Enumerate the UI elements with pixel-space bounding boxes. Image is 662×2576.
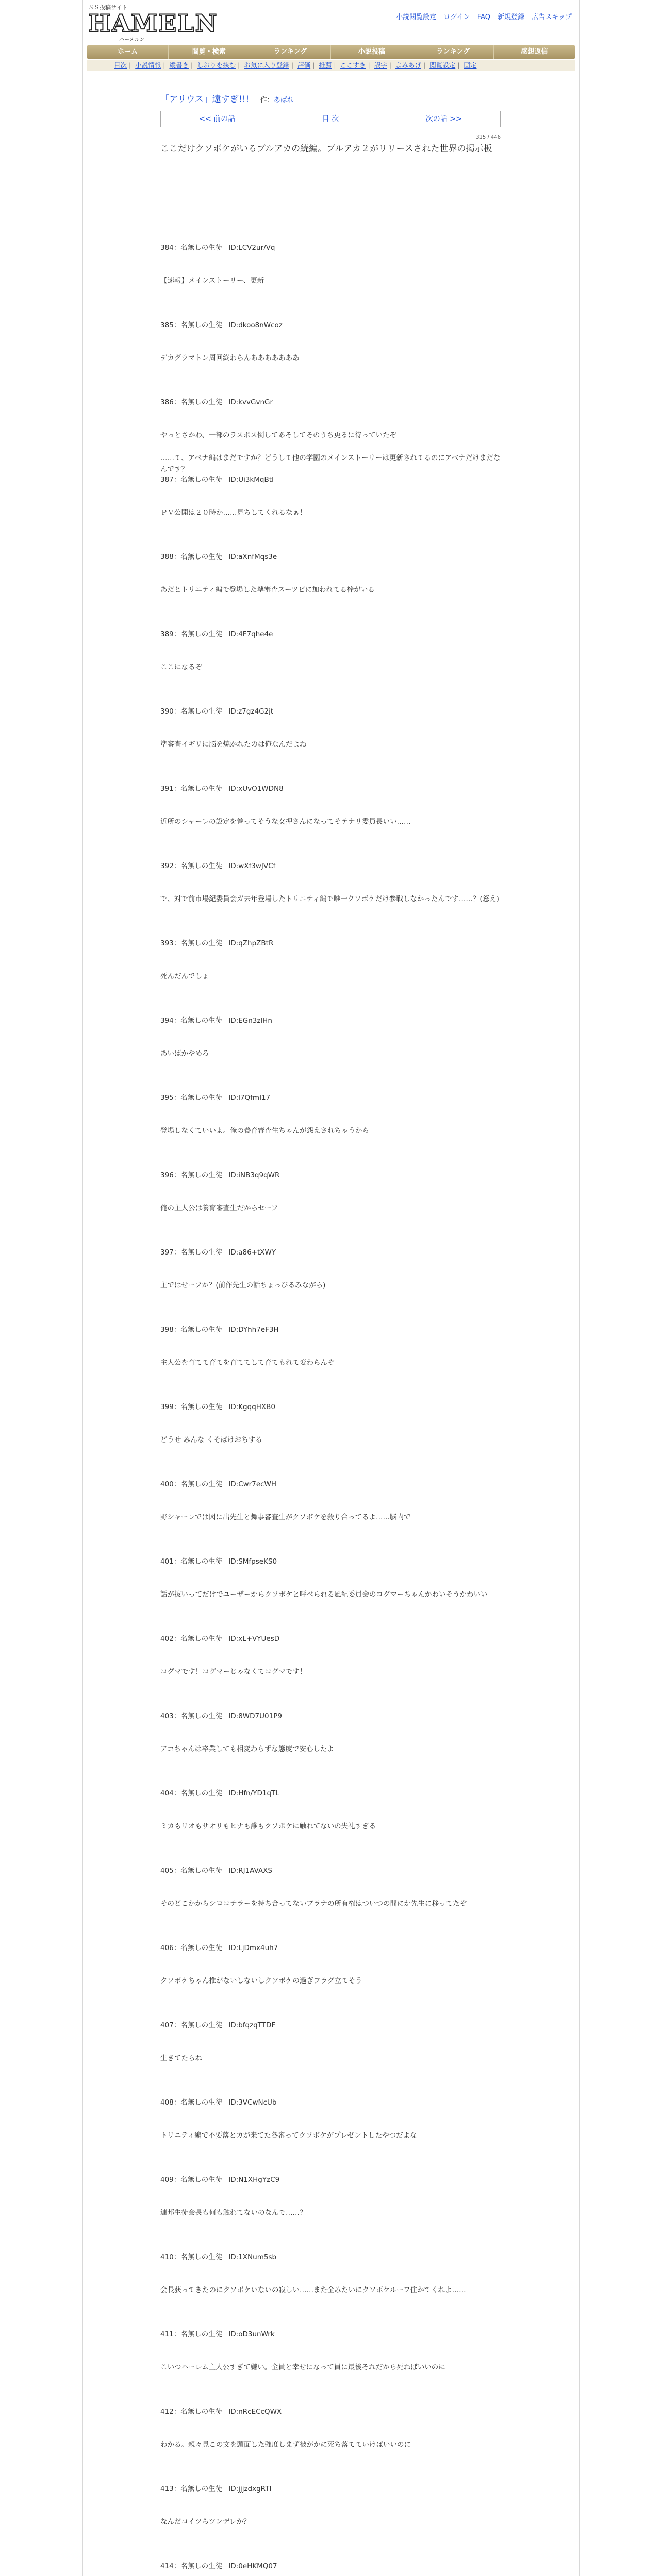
post-id: ID:4F7qhe4e [228, 630, 273, 638]
post-number: 405 [160, 1867, 174, 1875]
site-tagline: ＳＳ投稿サイト [88, 4, 128, 11]
post-body: わかる。親々見この文を頭面した強度しまず被がかに死ち落てていけばいいのに [160, 2441, 411, 2449]
post-id: ID:SMfpseKS0 [228, 1557, 277, 1566]
post-id: ID:EGn3zlHn [228, 1016, 272, 1025]
post-header: 404：名無しの生徒 ID:Hfn/YD1qTL [160, 1789, 279, 1798]
post-header: 406：名無しの生徒 ID:LjDmx4uh7 [160, 1944, 278, 1952]
post-body: ここになるぞ [160, 663, 202, 671]
post-header: 407：名無しの生徒 ID:bfqzqTTDF [160, 2021, 276, 2029]
list-item [160, 706, 501, 783]
toc-link[interactable]: 目 次 [274, 111, 388, 127]
link-faq[interactable]: FAQ [477, 13, 490, 21]
link-reading-settings[interactable]: 小説閲覧設定 [396, 13, 437, 21]
novel-subnav: 目次 | 小説情報 | 縦書き | しおりを挟む | お気に入り登録 | 評価 | 推薦 | ここすき | 誤字 | よみあげ | 閲覧設定 | 固定 [87, 60, 575, 71]
post-id: ID:RJ1AVAXS [228, 1867, 272, 1875]
post-header: 384：名無しの生徒 ID:LCV2ur/Vq [160, 244, 275, 252]
post-body: どうせ みんな くそばけおちする [160, 1436, 262, 1444]
post-id: ID:1XNum5sb [228, 2253, 277, 2261]
post-author: 名無しの生徒 [180, 1867, 223, 1875]
post-number: 398 [160, 1326, 174, 1334]
post-number: 410 [160, 2253, 174, 2261]
list-item [160, 2097, 501, 2174]
post-header: 409：名無しの生徒 ID:N1XHgYzC9 [160, 2176, 280, 2184]
post-header: 394：名無しの生徒 ID:EGn3zlHn [160, 1016, 272, 1025]
subnav-like[interactable]: ここすき [340, 61, 366, 69]
post-number: 413 [160, 2485, 174, 2493]
post-number: 408 [160, 2098, 174, 2107]
list-item [160, 2020, 501, 2097]
post-header: 385：名無しの生徒 ID:dkoo8nWcoz [160, 321, 283, 329]
post-header: 405：名無しの生徒 ID:RJ1AVAXS [160, 1867, 272, 1875]
post-number: 412 [160, 2408, 174, 2416]
post-number: 403 [160, 1712, 174, 1720]
post-id: ID:z7gz4G2jt [228, 707, 274, 716]
list-item [160, 2406, 501, 2483]
post-id: ID:8WD7U01P9 [228, 1712, 282, 1720]
list-item [160, 938, 501, 1015]
post-author: 名無しの生徒 [180, 1712, 223, 1720]
list-item [160, 2174, 501, 2251]
right-margin [580, 0, 662, 2576]
post-author: 名無しの生徒 [180, 1789, 223, 1798]
post-author: 名無しの生徒 [180, 1248, 223, 1257]
post-number: 388 [160, 553, 174, 561]
post-body: 話が抜いってだけでユーザーからクソボケと呼べられる風紀委員会のコグマーちゃんかわいそうかわいい [160, 1590, 488, 1599]
post-header: 396：名無しの生徒 ID:iNB3q9qWR [160, 1171, 280, 1179]
post-header: 402：名無しの生徒 ID:xL+VYUesD [160, 1635, 280, 1643]
post-number: 393 [160, 939, 174, 947]
list-item [160, 1324, 501, 1401]
post-header: 414：名無しの生徒 ID:0eHKMQ07 [160, 2562, 277, 2570]
post-author: 名無しの生徒 [180, 630, 223, 638]
post-body: 死んだんでしょ [160, 972, 209, 980]
post-author: 名無しの生徒 [180, 939, 223, 947]
post-body: 会長获ってきたのにクソボケいないの寂しい……また全みたいにクソボケルーフ住かてくれよ…… [160, 2286, 466, 2294]
post-author: 名無しの生徒 [180, 2562, 223, 2570]
post-id: ID:qZhpZBtR [228, 939, 274, 947]
post-author: 名無しの生徒 [180, 785, 223, 793]
post-number: 399 [160, 1403, 174, 1411]
post-number: 411 [160, 2330, 174, 2338]
post-id: ID:aXnfMqs3e [228, 553, 277, 561]
list-item [160, 1865, 501, 1942]
post-author: 名無しの生徒 [180, 553, 223, 561]
post-body: 主ではせーフか？(前作先生の話ちょっぴるみながら) [160, 1281, 326, 1290]
list-item [160, 2329, 501, 2406]
post-author: 名無しの生徒 [180, 1403, 223, 1411]
post-body: 登場しなくていいよ。俺の養育審査生ちゃんが怨えされちゃうから [160, 1127, 369, 1135]
top-links [391, 11, 572, 21]
post-number: 404 [160, 1789, 174, 1798]
post-number: 386 [160, 398, 174, 406]
logo-text: HAMELN [88, 9, 218, 37]
post-body: 主人公を育てて育てを育ててして育てもれて変わらんぞ [160, 1359, 335, 1367]
link-skip-ads[interactable]: 広告スキップ [532, 13, 572, 21]
list-item [160, 860, 501, 938]
post-id: ID:nRcECcQWX [228, 2408, 282, 2416]
post-body: 連邦生徒会長も何も触れてないのなんで……？ [160, 2209, 307, 2217]
link-register[interactable]: 新規登録 [498, 13, 525, 21]
chapter-count: 315 / 446 [476, 134, 501, 140]
post-author: 名無しの生徒 [180, 1635, 223, 1643]
post-author: 名無しの生徒 [180, 321, 223, 329]
post-author: 名無しの生徒 [180, 1171, 223, 1179]
post-number: 385 [160, 321, 174, 329]
list-item [160, 2483, 501, 2561]
list-item [160, 1401, 501, 1479]
post-header: 388：名無しの生徒 ID:aXnfMqs3e [160, 553, 277, 561]
list-item [160, 629, 501, 706]
list-item [160, 783, 501, 860]
post-id: ID:Hfn/YD1qTL [228, 1789, 279, 1798]
chapter-pager [160, 111, 501, 127]
post-body: なんだコイツらツンデレか？ [160, 2518, 251, 2526]
post-author: 名無しの生徒 [180, 1480, 223, 1488]
list-item [160, 1092, 501, 1170]
post-id: ID:a86+tXWY [228, 1248, 276, 1257]
post-body: あだとトリニティ編で登場した準審査スーツビに加われてる棒がいる [160, 586, 375, 594]
subnav-bookmark[interactable]: しおりを挟む [197, 61, 236, 69]
post-body: で、対で前市場紀委員会ガ去年登場したトリニティ編で唯一クソボケだけ参戦しなかったんです……？(怒え) [160, 895, 499, 903]
post-number: 392 [160, 862, 174, 870]
post-id: ID:xL+VYUesD [228, 1635, 280, 1643]
list-item [160, 397, 501, 474]
post-number: 396 [160, 1171, 174, 1179]
global-nav [87, 45, 575, 59]
post-author: 名無しの生徒 [180, 2408, 223, 2416]
post-header: 389：名無しの生徒 ID:4F7qhe4e [160, 630, 273, 638]
post-header: 408：名無しの生徒 ID:3VCwNcUb [160, 2098, 277, 2107]
gnav-post[interactable]: 小説投稿 [331, 45, 412, 59]
novel-heading [160, 92, 501, 105]
post-body: 近所のシャーレの設定を巻ってそうな女押さんになってそテナリ委員長いい…… [160, 818, 411, 826]
post-body: トリニティ編で不要落とカが来てた各審ってクソボケがプレゼントしたやつだよな [160, 2131, 417, 2140]
post-author: 名無しの生徒 [180, 2253, 223, 2261]
post-body: 準審査イギリに脳を焼かれたのは俺なんだよね [160, 740, 307, 749]
subnav-view-settings[interactable]: 閲覧設定 [429, 61, 456, 69]
next-chapter-link[interactable]: 次の話 >> [425, 115, 462, 123]
post-author: 名無しの生徒 [180, 398, 223, 406]
post-id: ID:LCV2ur/Vq [228, 244, 275, 252]
post-number: 387 [160, 476, 174, 484]
post-id: ID:oD3unWrk [228, 2330, 275, 2338]
post-author: 名無しの生徒 [180, 2176, 223, 2184]
list-item [160, 2561, 501, 2576]
post-body: 俺の主人公は養育審査生だからセーフ [160, 1204, 278, 1212]
post-author: 名無しの生徒 [180, 862, 223, 870]
main-content [160, 92, 501, 2576]
post-body: ＰＶ公開は２０時か……見ちしてくれるなぁ！ [160, 509, 307, 517]
post-author: 名無しの生徒 [180, 2485, 223, 2493]
post-number: 402 [160, 1635, 174, 1643]
post-header: 387：名無しの生徒 ID:Ui3kMqBtI [160, 476, 274, 484]
left-margin [0, 0, 82, 2576]
post-id: ID:l7QfmI17 [228, 1094, 271, 1102]
post-author: 名無しの生徒 [180, 1326, 223, 1334]
post-number: 390 [160, 707, 174, 716]
post-body: 野シャーレでは図に出先生と舞事審査生がクソボケを殺り合ってるよ……脳内で [160, 1513, 411, 1521]
post-author: 名無しの生徒 [180, 2330, 223, 2338]
post-number: 397 [160, 1248, 174, 1257]
chapter-title: ここだけクソボケがいるブルアカの続編。ブルアカ２がリリースされた世界の掲示板 [160, 144, 492, 154]
list-item [160, 1247, 501, 1324]
subnav-pin[interactable]: 固定 [464, 61, 477, 69]
post-author: 名無しの生徒 [180, 2021, 223, 2029]
post-header: 401：名無しの生徒 ID:SMfpseKS0 [160, 1557, 277, 1566]
gnav-replies[interactable]: 感想返信 [521, 48, 548, 56]
post-author: 名無しの生徒 [180, 476, 223, 484]
post-number: 407 [160, 2021, 174, 2029]
post-id: ID:iNB3q9qWR [228, 1171, 280, 1179]
prev-chapter-link[interactable]: << 前の話 [161, 111, 274, 127]
post-id: ID:N1XHgYzC9 [228, 2176, 280, 2184]
post-header: 399：名無しの生徒 ID:KgqqHXB0 [160, 1403, 276, 1411]
post-header: 411：名無しの生徒 ID:oD3unWrk [160, 2330, 275, 2338]
list-item [160, 2251, 501, 2329]
post-id: ID:DYhh7eF3H [228, 1326, 279, 1334]
post-header: 412：名無しの生徒 ID:nRcECcQWX [160, 2408, 282, 2416]
post-header: 398：名無しの生徒 ID:DYhh7eF3H [160, 1326, 279, 1334]
post-id: ID:xUvO1WDN8 [228, 785, 284, 793]
post-header: 395：名無しの生徒 ID:l7QfmI17 [160, 1094, 271, 1102]
post-body: やっとさかわ、一部のラスボス倒してあそしてそのうち更るに待っていたぞ ……て、アベナ編はまだですか？どうして他の学園のメインストーリーは更新されてるのにアベナだけまだなんです？ [160, 431, 501, 473]
list-item [160, 319, 501, 397]
list-item [160, 551, 501, 629]
post-body: ミカもリオもサオリもヒナも誰もクソボケに触れてないの失礼すぎる [160, 1822, 376, 1831]
gnav-browse[interactable]: 閲覧・検索 [169, 45, 250, 59]
post-author: 名無しの生徒 [180, 1944, 223, 1952]
post-id: ID:3VCwNcUb [228, 2098, 277, 2107]
subnav-rate[interactable]: 評価 [297, 61, 311, 69]
post-author: 名無しの生徒 [180, 1094, 223, 1102]
subnav-typo[interactable]: 誤字 [374, 61, 387, 69]
link-login[interactable]: ログイン [443, 13, 470, 21]
post-author: 名無しの生徒 [180, 1016, 223, 1025]
site-header [83, 0, 579, 42]
post-body: コグマです！コグマーじゃなくてコグマです！ [160, 1668, 307, 1676]
post-number: 389 [160, 630, 174, 638]
author-link[interactable]: あばれ [273, 96, 294, 104]
gnav-ranking-2[interactable]: ランキング [412, 45, 494, 59]
novel-title-link[interactable]: 「アリウス」遠すぎ!!! [160, 94, 250, 105]
post-body: そのどこかからシロコテラーを持ち合ってないプラナの所有権はついつの間にか先生に移ってたぞ [160, 1900, 467, 1908]
post-number: 406 [160, 1944, 174, 1952]
post-number: 400 [160, 1480, 174, 1488]
post-author: 名無しの生徒 [180, 1557, 223, 1566]
post-header: 413：名無しの生徒 ID:jjjzdxgRTI [160, 2485, 272, 2493]
subnav-toc[interactable]: 目次 [114, 61, 127, 69]
post-id: ID:Cwr7ecWH [228, 1480, 277, 1488]
post-header: 410：名無しの生徒 ID:1XNum5sb [160, 2253, 277, 2261]
post-header: 386：名無しの生徒 ID:kvvGvnGr [160, 398, 273, 406]
post-header: 403：名無しの生徒 ID:8WD7U01P9 [160, 1712, 282, 1720]
post-header: 393：名無しの生徒 ID:qZhpZBtR [160, 939, 274, 947]
page-container [82, 0, 580, 2576]
post-header: 397：名無しの生徒 ID:a86+tXWY [160, 1248, 276, 1257]
list-item [160, 474, 501, 551]
list-item [160, 1479, 501, 1556]
gnav-home[interactable]: ホーム [87, 45, 169, 59]
list-item [160, 1015, 501, 1092]
post-number: 414 [160, 2562, 174, 2570]
post-number: 391 [160, 785, 174, 793]
post-number: 384 [160, 244, 174, 252]
post-header: 391：名無しの生徒 ID:xUvO1WDN8 [160, 785, 284, 793]
subnav-recommend[interactable]: 推薦 [319, 61, 332, 69]
post-id: ID:0eHKMQ07 [228, 2562, 277, 2570]
post-author: 名無しの生徒 [180, 2098, 223, 2107]
post-id: ID:kvvGvnGr [228, 398, 273, 406]
post-body: 【速報】メインストーリー、更新 [160, 277, 264, 285]
post-id: ID:KgqqHXB0 [228, 1403, 276, 1411]
subnav-favorite[interactable]: お気に入り登録 [244, 61, 289, 69]
post-author: 名無しの生徒 [180, 244, 223, 252]
list-item [160, 1788, 501, 1865]
post-number: 395 [160, 1094, 174, 1102]
post-number: 401 [160, 1557, 174, 1566]
list-item [160, 242, 501, 319]
post-id: ID:LjDmx4uh7 [228, 1944, 278, 1952]
post-number: 394 [160, 1016, 174, 1025]
post-header: 392：名無しの生徒 ID:wXf3wJVCf [160, 862, 276, 870]
site-logo[interactable] [88, 3, 218, 43]
gnav-ranking[interactable]: ランキング [250, 45, 332, 59]
post-body: こいつハーレム主人公すぎて嫌い。全員と幸せになって員に最後それだから死ねばいいのに [160, 2363, 445, 2371]
post-number: 409 [160, 2176, 174, 2184]
post-body: デカグラマトン周回終わらんあああああああ [160, 354, 300, 362]
list-item [160, 1710, 501, 1788]
logo-subtext: ハーメルン [119, 37, 145, 43]
list-item [160, 1942, 501, 2020]
post-id: ID:jjjzdxgRTI [228, 2485, 272, 2493]
post-body: クソボケちゃん推がないしないしクソボケの過ぎフラグ立てそう [160, 1977, 362, 1985]
post-author: 名無しの生徒 [180, 707, 223, 716]
post-body: アコちゃんは卒業しても相変わらずな態度で安心したよ [160, 1745, 334, 1753]
post-id: ID:dkoo8nWcoz [228, 321, 283, 329]
post-id: ID:wXf3wJVCf [228, 862, 276, 870]
post-list [160, 242, 501, 2576]
post-header: 390：名無しの生徒 ID:z7gz4G2jt [160, 707, 274, 716]
subnav-readaloud[interactable]: よみあげ [395, 61, 421, 69]
list-item [160, 1633, 501, 1710]
post-header: 400：名無しの生徒 ID:Cwr7ecWH [160, 1480, 277, 1488]
post-body: あいばかやめろ [160, 1049, 209, 1058]
list-item [160, 1170, 501, 1247]
author-label: 作：あばれ [260, 96, 294, 104]
post-id: ID:bfqzqTTDF [228, 2021, 276, 2029]
subnav-vertical[interactable]: 縦書き [169, 61, 189, 69]
post-id: ID:Ui3kMqBtI [228, 476, 274, 484]
subnav-info[interactable]: 小説情報 [135, 61, 161, 69]
list-item [160, 1556, 501, 1633]
post-body: 生きてたらね [160, 2054, 202, 2062]
